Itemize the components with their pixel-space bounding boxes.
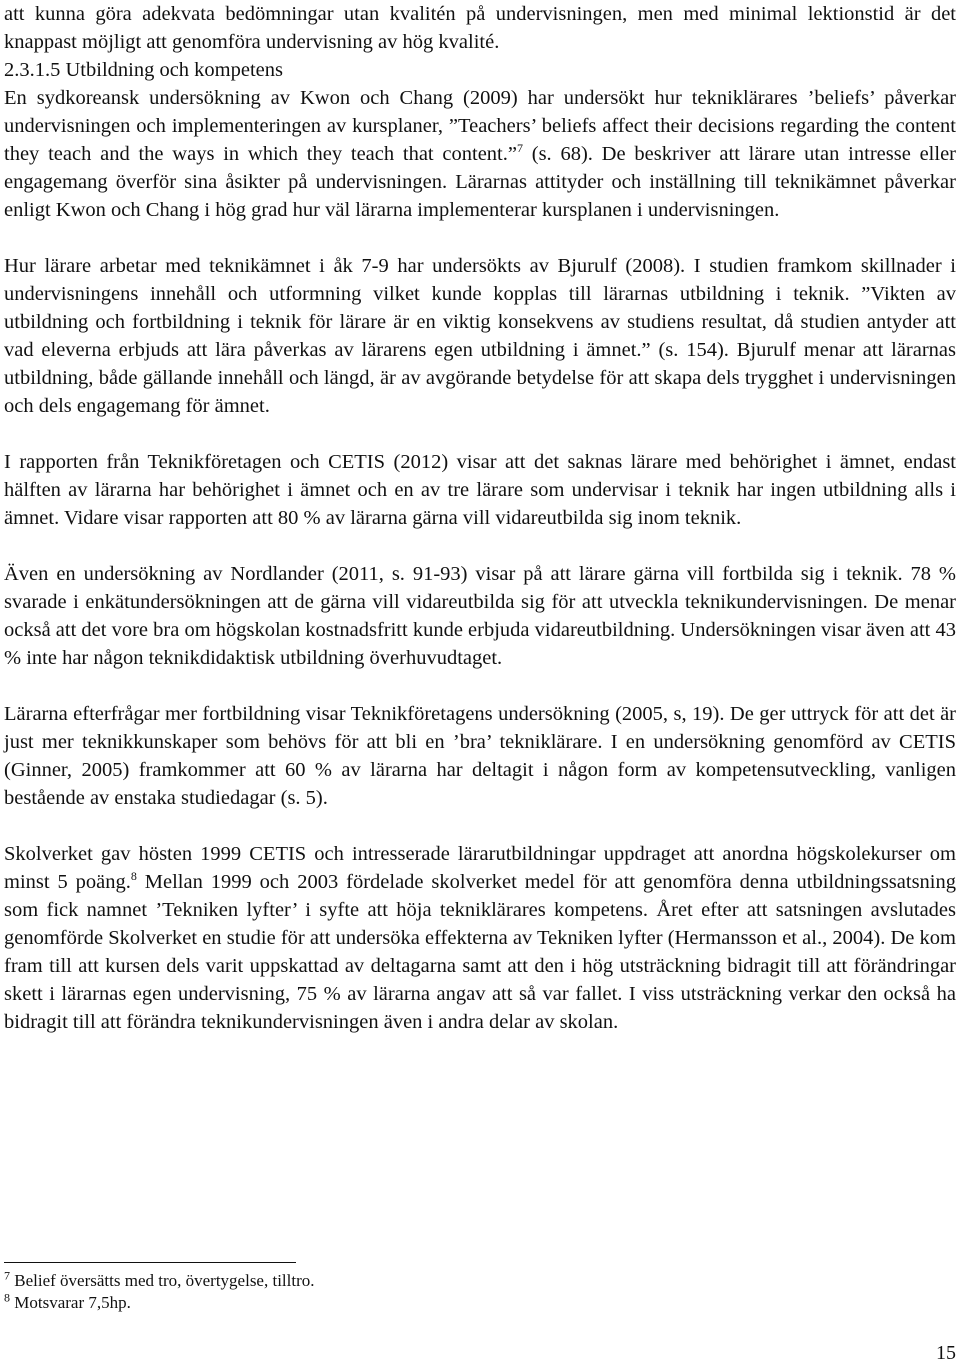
page-number: 15 [936,1342,956,1364]
paragraph-kwon-chang [4,84,956,224]
footnote-divider [4,1262,296,1263]
paragraph-nordlander: Även en undersökning av Nordlander (2011, s. 91-93) visar på att lärare gärna vill fortbilda sig i teknik. 78 % svarade i enkätundersökningen att de gärna vill vidareutbilda sig för att utveckla teknikundervisningen. De menar också att det vore bra om högskolan kostnadsfritt kunde erbjuda vidareutbildning. Undersökningen visar även att 43 % inte har någon teknikdidaktisk utbildning överhuvudtaget. [4,563,956,669]
footnote-7 [4,1270,704,1292]
footnote-ref-8[interactable]: 8 [130,869,137,884]
paragraph-bjurulf: Hur lärare arbetar med teknikämnet i åk 7-9 har undersökts av Bjurulf (2008). I studien framkom skillnader i undervisningens innehåll och utformning vilket kunde kopplas till lärarnas utbildning i teknik. ”Vikten av utbildning och fortbildning i teknik för lärare är en viktig konsekvens av studiens resultat, då studien antyder att vad eleverna erbjuds att lära påverkas av lärarens egen utbildning i ämnet.” (s. 154). Bjurulf menar att lärarnas utbildning, både gällande innehåll och längd, är av avgörande betydelse för att skapa dels trygghet i undervisningen och dels engagemang för ämnet. [4,255,956,417]
paragraph-text: Skolverket gav hösten 1999 CETIS och intresserade lärarutbildningar uppdraget att anordna högskolekurser om minst 5 poäng. [4,843,956,893]
paragraph-text: (s. 68). De beskriver att lärare utan intresse eller engagemang överför sina åsikter på undervisningen. Lärarnas attityder och inställning till teknikämnet påverkar enligt Kwon och Chang i hög grad hur väl lärarna implementerar kursplanen i undervisningen. [4,143,956,221]
footnote-number: 8 [4,1290,10,1305]
paragraph-intro: att kunna göra adekvata bedömningar utan kvalitén på undervisningen, men med minimal lektionstid är det knappast möjligt att genomföra undervisning av hög kvalité. [4,3,956,53]
footnote-8 [4,1292,704,1314]
paragraph-text: En sydkoreansk undersökning av Kwon och Chang (2009) har undersökt hur tekniklärares ’beliefs’ påverkar undervisningen och implementeringen av kursplaner, ”Teachers’ beliefs affect their decisions regarding the content they teach and the ways in which they teach that content.” [4,87,956,165]
footnote-text: Belief översätts med tro, övertygelse, tilltro. [10,1271,315,1290]
paragraph-text: Mellan 1999 och 2003 fördelade skolverket medel för att genomföra denna utbildningssatsning som fick namnet ’Tekniken lyfter’ i syfte att höja tekniklärares kompetens. Året efter att satsningen avslutades genomförde Skolverket en studie för att undersöka effekterna av Tekniken lyfter (Hermansson et al., 2004). De kom fram till att kursen dels varit uppskattad av deltagarna samt att den i hög utsträckning bidragit till att förändringar skett i lärarnas egen undervisning, 75 % av lärarna angav att så var fallet. I viss utsträckning verkar den också ha bidragit till att förändra teknikundervisningen även i andra delar av skolan. [4,871,956,1033]
footnotes [4,1270,704,1314]
section-heading: 2.3.1.5 Utbildning och kompetens [4,59,284,81]
footnote-text: Motsvarar 7,5hp. [10,1293,131,1312]
paragraph-skolverket [4,840,956,1036]
paragraph-fortbildning: Lärarna efterfrågar mer fortbildning visar Teknikföretagens undersökning (2005, s, 19). De ger uttryck för att det är just mer teknikkunskaper som behövs för att bli en ’bra’ tekniklärare. I en undersökning genomförd av CETIS (Ginner, 2005) framkommer att 60 % av lärarna har deltagit i någon form av kompetensutveckling, vanligen bestående av enstaka studiedagar (s. 5). [4,703,956,809]
paragraph-cetis-report: I rapporten från Teknikföretagen och CETIS (2012) visar att det saknas lärare med behörighet i ämnet, endast hälften av lärarna har behörighet i ämnet och en av tre lärare som undervisar i teknik har ingen utbildning alls i ämnet. Vidare visar rapporten att 80 % av lärarna gärna vill vidareutbilda sig inom teknik. [4,451,956,529]
footnote-ref-7[interactable]: 7 [516,141,523,156]
document-page [4,0,956,1036]
footnote-number: 7 [4,1268,10,1283]
